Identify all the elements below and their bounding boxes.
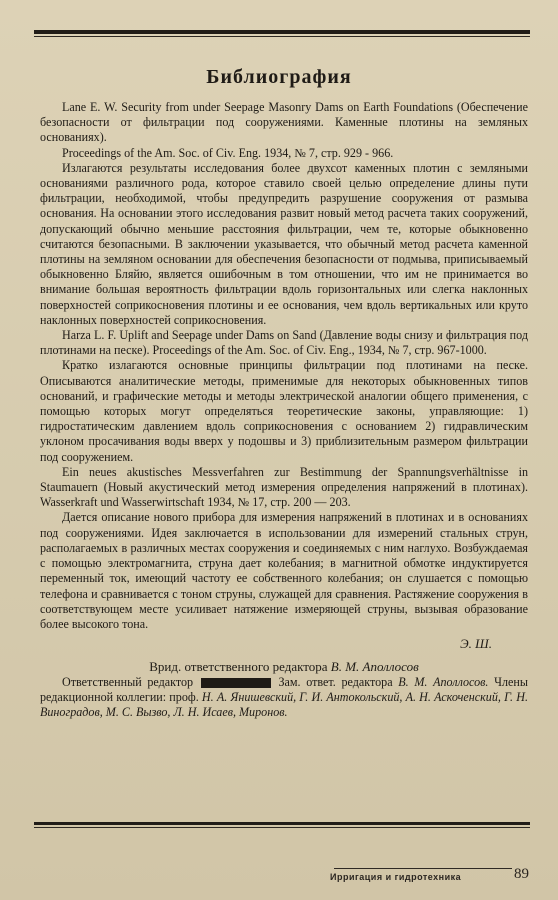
- redaction-mark: [201, 678, 271, 688]
- acting-editor-name: В. М. Аполлосов: [330, 659, 419, 675]
- bibliography-entry: Ein neues akustisches Messverfahren zur Bestimmung der Spannungsverhältnisse in Staumauern (Новый акустический метод измерения определения напряжений в плотинах). Wasserkraft und Wasserwirtschaft 1934, № 17, стр. 200 — 203.: [40, 464, 528, 510]
- board-members-names: Н. А. Янишевский, Г. И. Антокольский, А. Н. Аскоченский, Г. Н. Виноградов, М. С. Вызво, Л. Н. Исаев, Миронов.: [40, 689, 528, 719]
- footer-rule: [334, 868, 512, 869]
- bibliography-entry: Harza L. F. Uplift and Seepage under Dams on Sand (Давление воды снизу и фильтрация под плотинами на песке). Proceedings of the Am. Soc. of Civ. Eng., 1934, № 7, стр. 967-1000.: [40, 328, 528, 358]
- bibliography-source: Proceedings of the Am. Soc. of Civ. Eng. 1934, № 7, стр. 929 - 966.: [62, 145, 394, 160]
- board-deputy-name: В. М. Аполлосов.: [398, 674, 489, 689]
- acting-editor-label: Врид. ответственного редактора: [149, 659, 328, 675]
- bottom-rule: [34, 822, 530, 825]
- board-members-label: Члены редакционной коллегии: проф.: [40, 674, 528, 704]
- editorial-board: [40, 675, 528, 721]
- top-rule: [34, 30, 530, 34]
- section-heading: Библиография: [206, 66, 352, 88]
- bibliography-summary: Дается описание нового прибора для измерения напряжений в плотинах и в основаниях под сооружениями. Идея заключается в использовании для измерений стальных струн, располагаемых в различных местах сооружения и соединяемых с ним наглухо. Возбуждаемая с помощью электромагнита, струна дает колебания; в магнитной обмотке индуктируется переменный ток, имеющий частоту ее собственного колебания; он слушается с помощью телефона и сравнивается с тоном струны, служащей для сравнения. Растяжение сооружения в соответствующем месте усиливает натяжение измеряющей струны, вызывая образование более высокого тона.: [40, 510, 528, 631]
- acting-editor-line: [40, 659, 528, 674]
- journal-footer: Ирригация и гидротехника: [330, 872, 462, 882]
- signature: Э. Ш.: [460, 636, 492, 652]
- page-number: 89: [514, 866, 529, 882]
- article-body: [40, 100, 528, 720]
- board-deputy-label: Зам. ответ. редактора: [278, 674, 393, 689]
- bibliography-entry: Lane E. W. Security from under Seepage Masonry Dams on Earth Foundations (Обеспечение безопасности от фильтрации под сооружениями. Каменные плотины на земляных основаниях).: [40, 100, 528, 145]
- board-editor-label: Ответственный редактор: [62, 674, 194, 689]
- bibliography-summary: Кратко излагаются основные принципы фильтрации под плотинами на песке. Описываются аналитические методы, применимые для некоторых обыкновенных типов оснований, и графические методы и методы электрической аналогии общего применения, с помощью которых могут определяться теоретические законы, управляющие: 1) гидростатическим давлением вдоль соприкосновения с основанием 2) гидравлическим уклоном просачивания воды вверх у подошвы и 3) приблизительным размером фильтрации под сооружением.: [40, 358, 528, 464]
- bibliography-summary: Излагаются результаты исследования более двухсот каменных плотин с земляными основаниями различного рода, которое ставило своей целью определение длины пути фильтрации, необходимой, чтобы предупредить разрушение сооружения от размыва основания. На основании этого исследования развит новый метод расчета таких сооружений, допускающий обычно меньшие расстояния фильтрации, чем те, которые обыкновенно считаются безопасными. В заключении указывается, что обычный метод расчета каменной плотины на земляном основании для обеспечения безопасности от подмыва, приписываемый обыкновенно Бляйю, является ошибочным в том отношении, что им не принимается во внимание большая вероятность фильтрации вдоль горизонтальных или слегка наклонных поверхностей соприкосновения плотины и ее основания, чем вдоль вертикальных или круто наклонных поверхностей соприкосновения.: [40, 160, 528, 327]
